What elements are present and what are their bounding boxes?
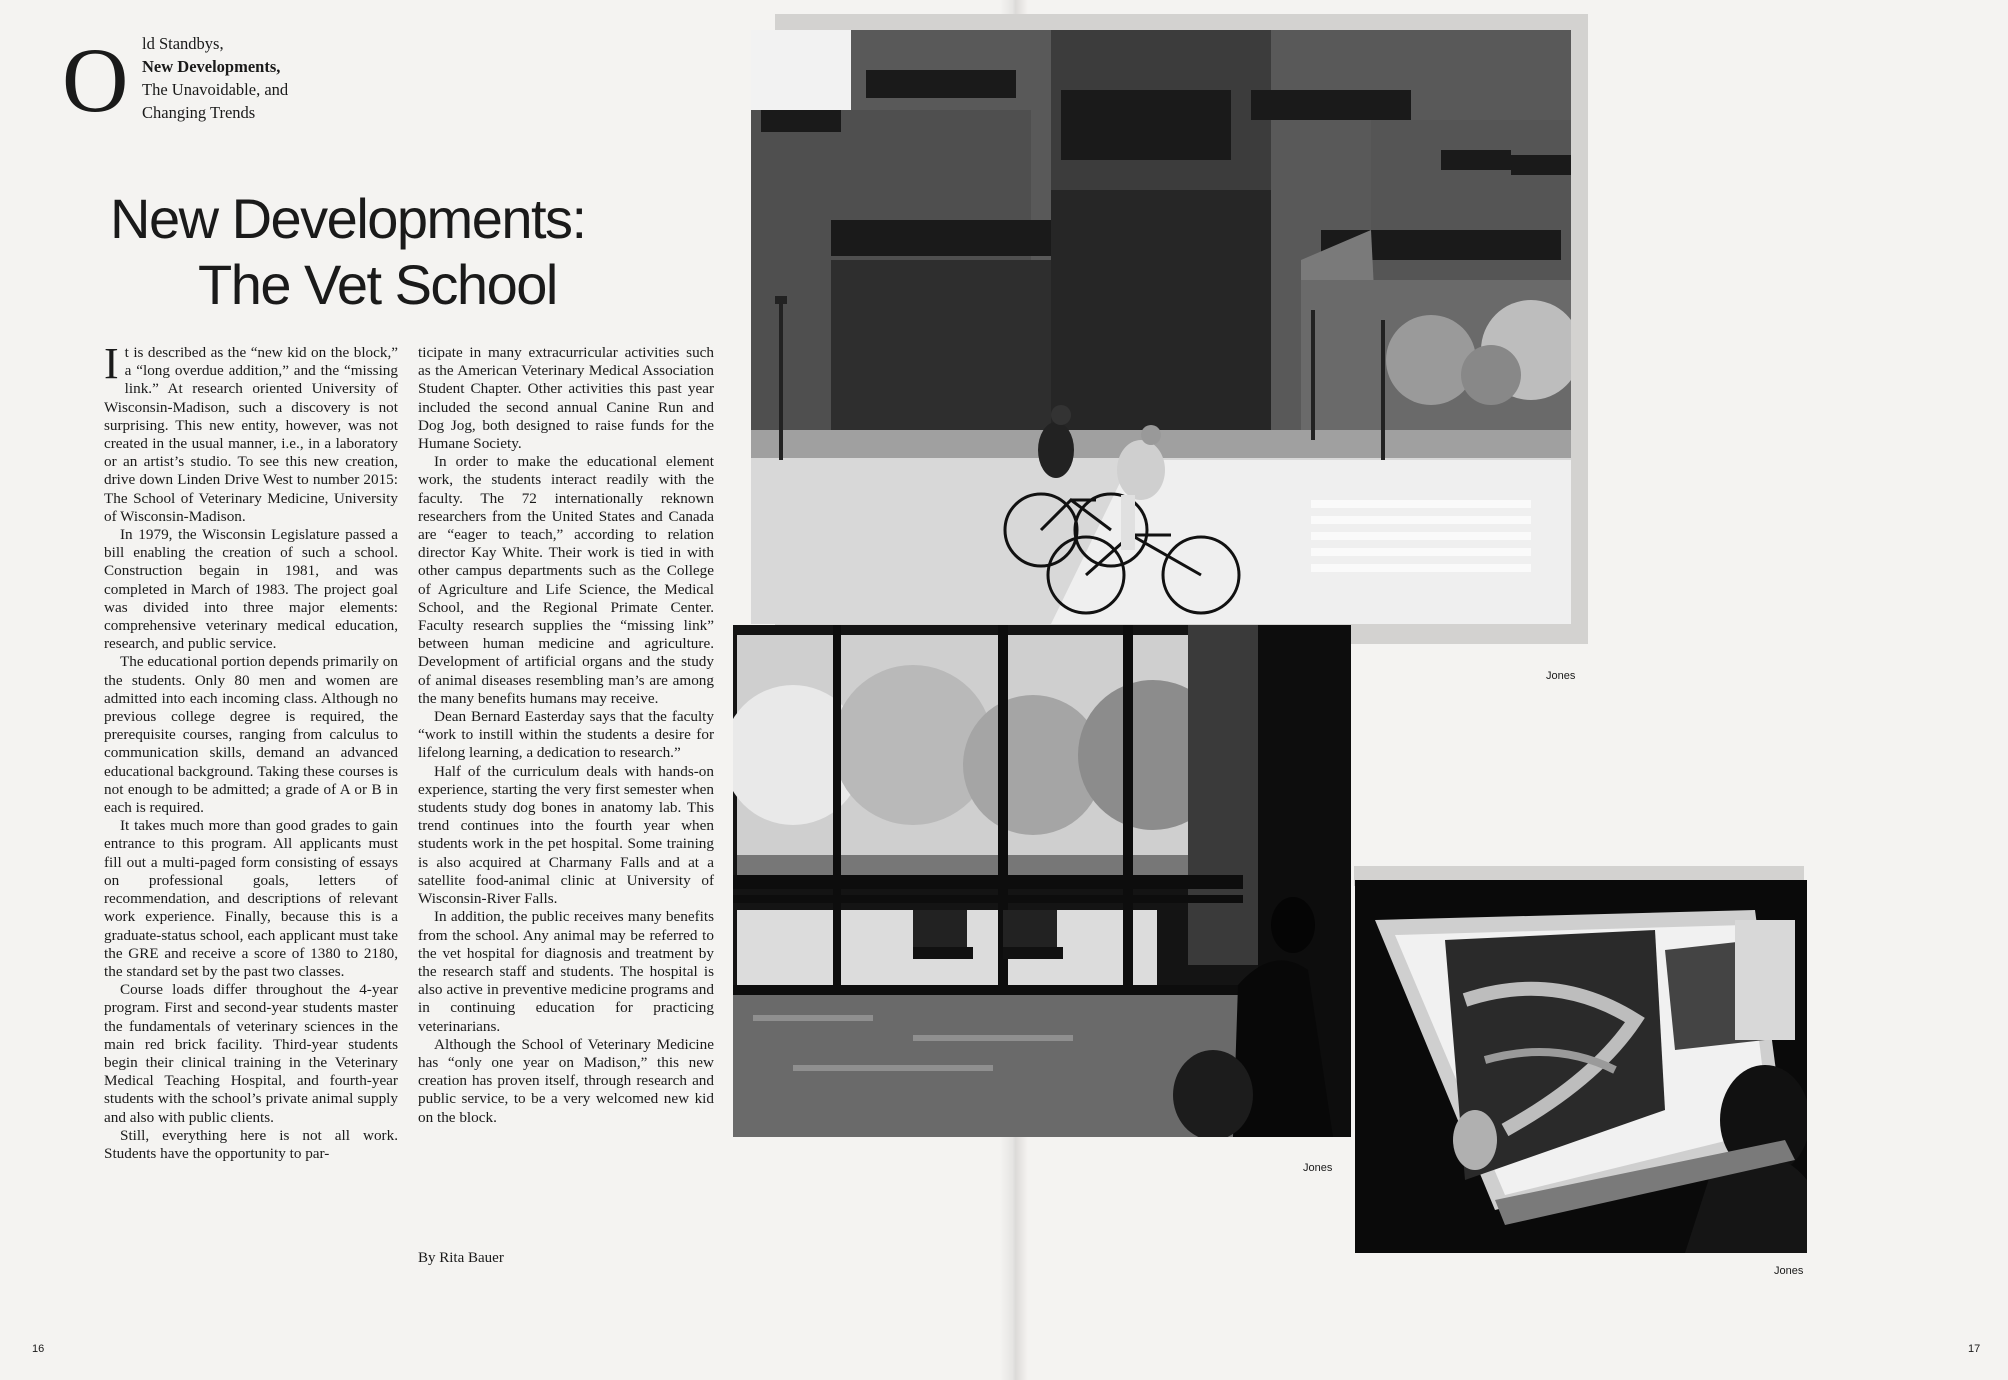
paragraph: Dean Bernard Easterday says that the faculty “work to instill within the students a desire for lifelong learning, a dedication to research.” — [418, 708, 714, 762]
lobby-photo — [733, 625, 1351, 1137]
article-column-1 — [104, 339, 398, 1163]
header-line-2: New Developments, — [142, 57, 281, 76]
paragraph: Still, everything here is not all work. Students have the opportunity to par- — [104, 1126, 398, 1162]
building-photo — [751, 30, 1571, 624]
paragraph — [104, 339, 398, 526]
article-column-2 — [418, 344, 714, 1127]
paragraph: In addition, the public receives many benefits from the school. Any animal may be referred to the vet hospital for diagnosis and treatment by the research staff and students. The hospital is also active in preventive medicine programs and in continuing education for practicing veterinarians. — [418, 908, 714, 1035]
paragraph: Course loads differ throughout the 4-year program. First and second-year students master the fundamentals of veterinary sciences in the main red brick facility. Third-year students begin their clinical training in the Veterinary Medical Teaching Hospital, and fourth-year students with the school’s private animal supply and also with public clients. — [104, 981, 398, 1126]
photo-credit-xray: Jones — [1774, 1265, 1804, 1277]
paragraph: It takes much more than good grades to gain entrance to this program. All applicants must fill out a multi-paged form consisting of essays on professional goals, letters of recommendation, and descriptions of relevant work experience. Finally, because this is a graduate-status school, each applicant must take the GRE and receive a score of 1380 to 2180, the standard set by the past two classes. — [104, 817, 398, 980]
header-line-3: The Unavoidable, and — [142, 80, 289, 99]
header-dropcap: O — [62, 29, 129, 131]
article-dropcap: I — [104, 339, 119, 388]
page-number-left: 16 — [32, 1343, 45, 1355]
byline: By Rita Bauer — [418, 1250, 504, 1266]
header-line-1: ld Standbys, — [142, 34, 224, 53]
xray-photo — [1355, 880, 1807, 1253]
paragraph: ticipate in many extracurricular activities such as the American Veterinary Medical Association Student Chapter. Other activities this past year included the second annual Canine Run and Dog Jog, both designed to raise funds for the Humane Society. — [418, 344, 714, 453]
paragraph: In 1979, the Wisconsin Legislature passed a bill enabling the creation of such a school. Construction begain in 1981, and was completed in March of 1983. The project goal was divided into three major elements: comprehensive veterinary medical education, research, and public service. — [104, 526, 398, 653]
paragraph-text: t is described as the “new kid on the block,” a “long overdue addition,” and the “missing link.” At research oriented University of Wisconsin-Madison, such a discovery is not surprising. This new entity, however, was not created in the usual manner, i.e., in a laboratory or an artist’s studio. To see this new creation, drive down Linden Drive West to number 2015: The School of Veterinary Medicine, University of Wisconsin-Madison. — [104, 344, 398, 525]
paragraph: The educational portion depends primarily on the students. Only 80 men and women are admitted into each incoming class. Although no previous college degree is required, the prerequisite courses, ranging from calculus to communication skills, demand an advanced educational background. Taking these courses is not enough to be admitted; a grade of A or B in each is required. — [104, 653, 398, 817]
photo-credit-building: Jones — [1546, 670, 1576, 682]
header-lines — [142, 32, 362, 124]
header-line-4: Changing Trends — [142, 103, 256, 122]
article-title — [110, 186, 670, 318]
paragraph: Although the School of Veterinary Medicine has “only one year on Madison,” this new creation has proven itself, through research and public service, to be a very welcomed new kid on the block. — [418, 1035, 714, 1126]
paragraph: In order to make the educational element work, the students interact readily with the faculty. The 72 internationally reknown researchers from the United States and Canada are “eager to teach,” according to relation director Kay White. Their work is tied in with other campus departments such as the College of Agriculture and Life Science, the Medical School, and the Regional Primate Center. Faculty research supplies the “missing link” between human medicine and agriculture. Development of artificial organs and the study of animal diseases resembling man’s are among the many benefits humans may receive. — [418, 453, 714, 707]
page-number-right: 17 — [1968, 1343, 1981, 1355]
title-line-1: New Developments: — [110, 187, 586, 250]
title-line-2: The Vet School — [198, 253, 557, 316]
paragraph: Half of the curriculum deals with hands-on experience, starting the very first semester when students study dog bones in anatomy lab. This trend continues into the fourth year when students work in the pet hospital. Some training is also acquired at Charmany Falls and at a satellite food-animal clinic at University of Wisconsin-River Falls. — [418, 762, 714, 908]
photo-credit-lobby: Jones — [1303, 1162, 1333, 1174]
